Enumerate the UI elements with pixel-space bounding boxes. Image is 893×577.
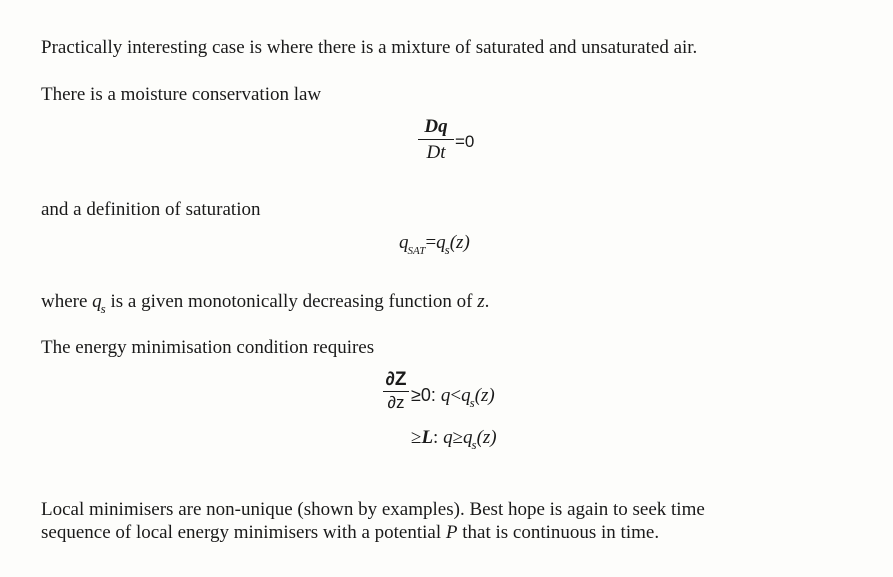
eq3-line2 bbox=[411, 427, 497, 452]
eq2-equals: = bbox=[425, 232, 437, 253]
eq3-numerator: ∂Z bbox=[385, 369, 407, 390]
eq3-line2-arg: (z) bbox=[476, 427, 497, 448]
eq1-rhs: =0 bbox=[455, 132, 475, 151]
local-line2-a: sequence of local energy minimisers with a potential bbox=[41, 522, 446, 543]
eq3-denominator: ∂z bbox=[387, 393, 405, 412]
where-suffix: is a given monotonically decreasing function of bbox=[105, 291, 478, 312]
eq3-line2-q2: q bbox=[463, 427, 473, 448]
eq1-fraction-bar bbox=[418, 139, 454, 140]
eq2-arg: (z) bbox=[449, 232, 470, 253]
where-z: z bbox=[477, 291, 485, 312]
eq2-sub-sat: SAT bbox=[407, 245, 426, 257]
eq3-line2-L: L bbox=[421, 427, 434, 448]
intro-text: Practically interesting case is where there is a mixture of saturated and unsaturated air. bbox=[41, 37, 698, 58]
eq3-line2-rel: ≥ bbox=[411, 427, 422, 448]
eq3-line1-rel: ≥0: bbox=[411, 385, 441, 405]
eq3-line1-q2: q bbox=[461, 385, 471, 406]
eq2-sub-s: s bbox=[444, 242, 450, 257]
energy-text: The energy minimisation condition requires bbox=[41, 337, 375, 358]
where-sub-s: s bbox=[100, 301, 106, 316]
conservation-text: There is a moisture conservation law bbox=[41, 84, 322, 105]
where-end: . bbox=[484, 291, 490, 312]
local-minimisers-line1: Local minimisers are non-unique (shown by examples). Best hope is again to seek time bbox=[41, 499, 705, 520]
eq3-line2-sub: s bbox=[471, 437, 477, 452]
eq3-line2-op: ≥ bbox=[452, 427, 464, 448]
eq3-line2-colon: : bbox=[433, 427, 444, 448]
definition-text: and a definition of saturation bbox=[41, 199, 261, 220]
eq2-q: q bbox=[399, 232, 409, 253]
eq3-line1-q: q bbox=[440, 385, 451, 406]
eq3-fraction-bar bbox=[383, 391, 409, 392]
eq3-line1 bbox=[411, 385, 495, 410]
eq3-line1-op: < bbox=[450, 385, 462, 406]
local-line2-P: P bbox=[445, 522, 458, 543]
eq3-line1-sub: s bbox=[469, 395, 475, 410]
where-prefix: where bbox=[41, 291, 93, 312]
eq1-numerator: Dq bbox=[424, 116, 448, 137]
eq1-denominator: Dt bbox=[426, 142, 446, 163]
eq3-line1-arg: (z) bbox=[474, 385, 495, 406]
where-q: q bbox=[92, 291, 102, 312]
local-line2-b: that is continuous in time. bbox=[457, 522, 660, 543]
saturation-equation bbox=[399, 232, 470, 257]
where-text bbox=[41, 290, 489, 315]
eq3-line2-q: q bbox=[443, 427, 453, 448]
local-minimisers-line2 bbox=[41, 521, 659, 545]
eq2-q2: q bbox=[436, 232, 446, 253]
